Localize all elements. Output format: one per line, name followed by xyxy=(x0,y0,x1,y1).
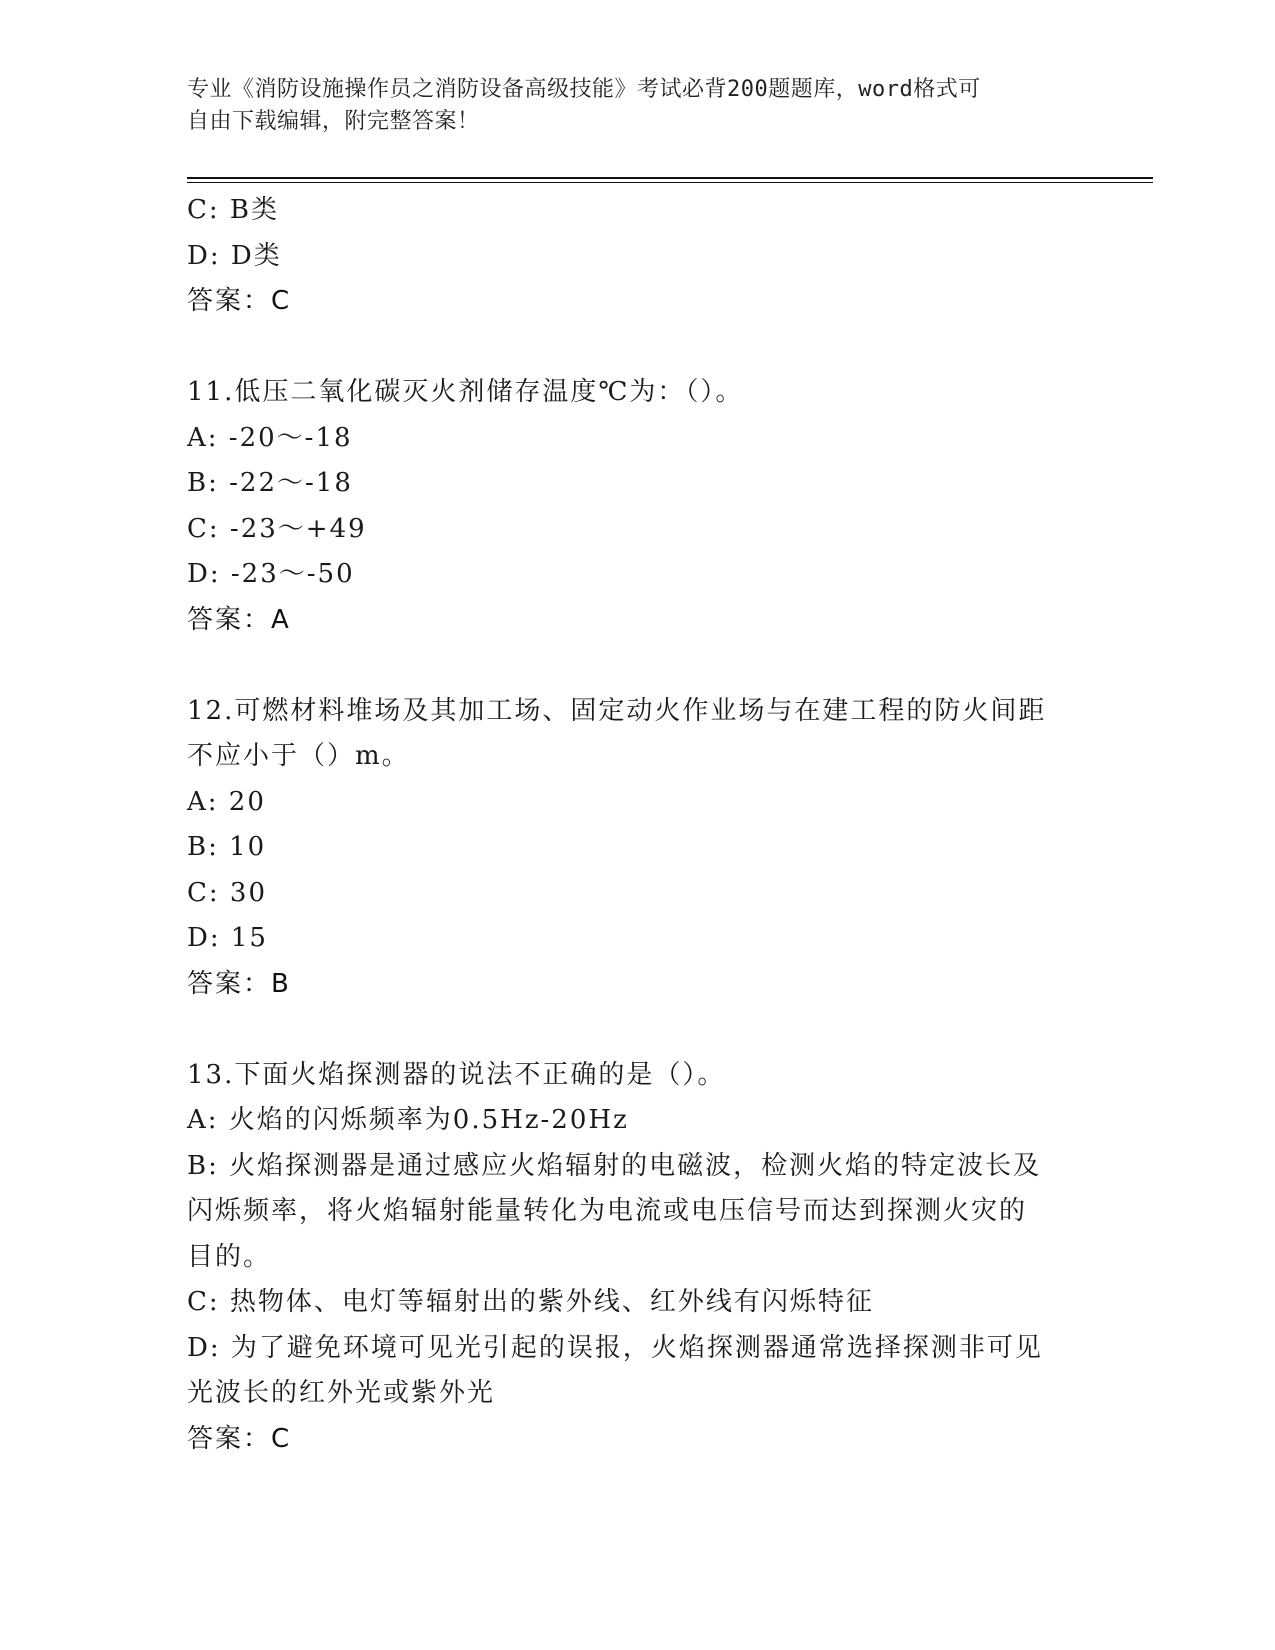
question-12 xyxy=(187,689,1087,1008)
option-b-line-2: 闪烁频率，将火焰辐射能量转化为电流或电压信号而达到探测火灾的 xyxy=(187,1196,1028,1226)
option-d-line-1: D: 为了避免环境可见光引起的误报，火焰探测器通常选择探测非可见 xyxy=(187,1332,1043,1363)
option-c: C: 30 xyxy=(187,877,268,908)
answer: 答案：B xyxy=(187,968,291,999)
question-10-tail xyxy=(187,188,1087,325)
option-d: D: -23～-50 xyxy=(187,559,355,589)
option-d: D: D类 xyxy=(187,240,282,271)
option-c: C: -23～+49 xyxy=(187,513,367,544)
question-13 xyxy=(187,1053,1087,1463)
answer: 答案：C xyxy=(187,286,292,316)
option-a: A: 火焰的闪烁频率为0.5Hz-20Hz xyxy=(187,1105,629,1135)
header-divider-thin xyxy=(187,182,1153,183)
option-b-line-1: B: 火焰探测器是通过感应火焰辐射的电磁波，检测火焰的特定波长及 xyxy=(187,1150,1042,1181)
header-title-line-1: 专业《消防设施操作员之消防设备高级技能》考试必背200题题库，word格式可 xyxy=(187,77,981,102)
option-b: B: -22～-18 xyxy=(187,468,353,498)
option-a: A: -20～-18 xyxy=(187,422,353,453)
answer: 答案：C xyxy=(187,1423,292,1454)
question-stem: 13.下面火焰探测器的说法不正确的是（）。 xyxy=(187,1059,726,1090)
question-stem-line-2: 不应小于（）m。 xyxy=(187,741,410,771)
option-b-line-3: 目的。 xyxy=(187,1241,272,1272)
question-list xyxy=(187,188,1087,1462)
option-a: A: 20 xyxy=(187,786,266,817)
question-stem: 11.低压二氧化碳灭火剂储存温度℃为：（）。 xyxy=(187,377,744,407)
header-divider-thick xyxy=(187,177,1153,179)
question-stem-line-1: 12.可燃材料堆场及其加工场、固定动火作业场与在建工程的防火间距 xyxy=(187,695,1047,726)
spacer xyxy=(187,1007,1087,1053)
option-c: C: 热物体、电灯等辐射出的紫外线、红外线有闪烁特征 xyxy=(187,1287,874,1317)
option-d: D: 15 xyxy=(187,923,268,953)
option-b: B: 10 xyxy=(187,832,267,862)
spacer xyxy=(187,643,1087,689)
answer: 答案：A xyxy=(187,604,291,635)
header-title-line-2: 自由下载编辑，附完整答案！ xyxy=(187,109,480,134)
spacer xyxy=(187,325,1087,371)
option-d-line-2: 光波长的红外光或紫外光 xyxy=(187,1378,496,1408)
question-11 xyxy=(187,370,1087,643)
page-header xyxy=(187,74,1077,138)
option-c: C: B类 xyxy=(187,195,280,225)
